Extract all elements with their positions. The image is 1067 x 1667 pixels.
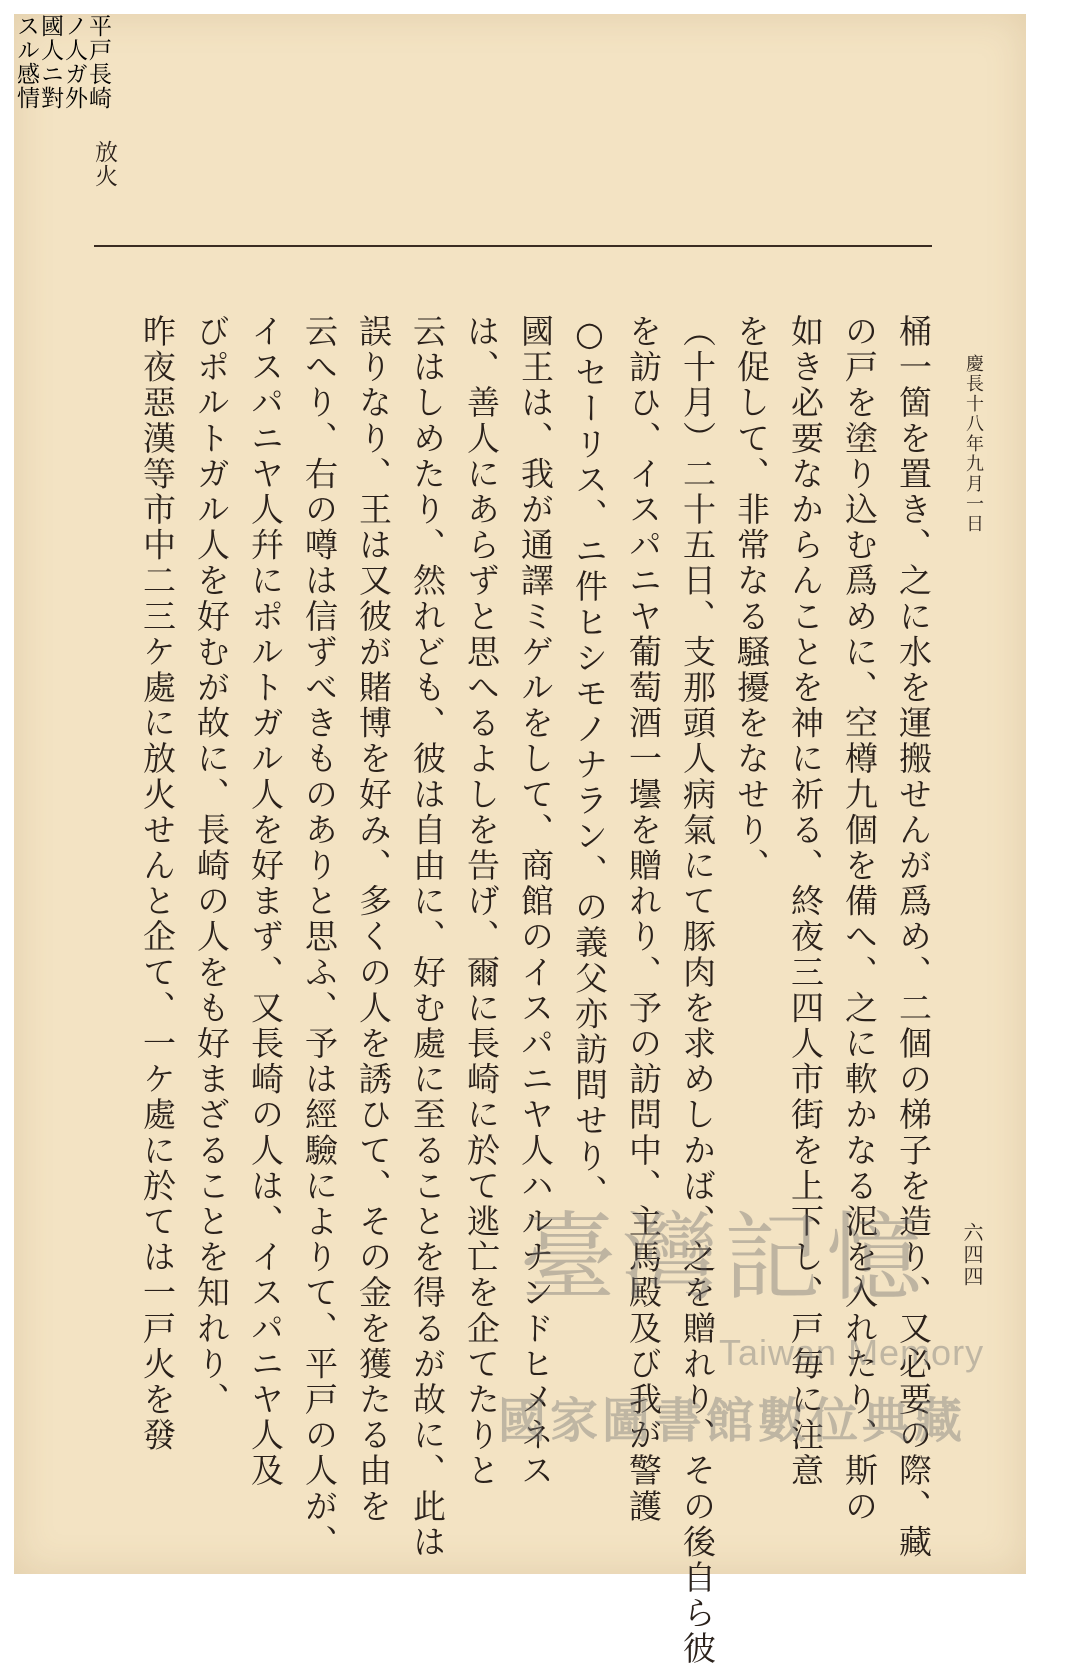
margin-note-line: スル感情: [13, 14, 39, 110]
text-column: 昨夜惡漢等市中二三ケ處に放火せんと企て、一ケ處に於ては一戸火を發: [138, 314, 177, 1454]
watermark-script: 臺灣記憶: [520, 1202, 928, 1314]
text-column: 桶一箇を置き、之に水を運搬せんが爲め、二個の梯子を造り、又必要の際、藏: [894, 314, 933, 1560]
text-column: を促して、非常なる騒擾をなせり、: [732, 314, 771, 884]
text-column: を訪ひ、イスパニヤ葡萄酒一壜を贈れり、予の訪問中、主馬殿及び我が警護: [624, 314, 663, 1525]
text-column: 國王は、我が通譯ミゲルをして、商館のイスパニヤ人ハルナンドヒメネス: [516, 314, 555, 1489]
text-column: の戸を塗り込む爲めに、空樽九個を備へ、之に軟かなる泥を入れたり、斯の: [840, 314, 879, 1525]
text-column: ○セーリス、ニ件ヒシモノナラン、の義父亦訪問せり、: [570, 314, 609, 1210]
margin-note-line: ノ人ガ外: [61, 14, 87, 110]
text-column: イスパニヤ人幷にポルトガル人を好まず、又長崎の人は、イスパニヤ人及: [246, 314, 285, 1489]
document-page: [13, 14, 1026, 1667]
text-column: 云へり、右の噂は信ずべきものありと思ふ、予は經驗によりて、平戸の人が、: [300, 314, 339, 1560]
margin-divider-rule: [94, 245, 932, 247]
page-number: 六四四: [960, 1222, 984, 1288]
text-column: 如き必要なからんことを神に祈る、終夜三四人市街を上下し、戸毎に注意: [786, 314, 825, 1489]
text-column: 誤りなり、王は又彼が賭博を好み、多くの人を誘ひて、その金を獲たる由を: [354, 314, 393, 1525]
margin-note-line: 國人ニ對: [37, 14, 63, 110]
watermark-chinese: 國家圖書館數位典藏: [498, 1395, 967, 1448]
margin-note-hirado: [14, 14, 110, 110]
margin-note-line: 平戸長崎: [85, 14, 111, 110]
text-column: （十月）二十五日、支那頭人病氣にて豚肉を求めしかば、之を贈れり、その後自ら彼: [678, 314, 717, 1667]
margin-note-fire: 放火: [91, 140, 117, 188]
text-column: びポルトガル人を好むが故に、長崎の人をも好まざることを知れり、: [192, 314, 231, 1418]
watermark-english: Taiwan Memory: [719, 1332, 985, 1373]
running-header: 慶長十八年九月一日: [963, 354, 984, 534]
watermark: [484, 1182, 1004, 1452]
text-column: 云はしめたり、然れども、彼は自由に、好む處に至ることを得るが故に、此は: [408, 314, 447, 1560]
text-column: は、善人にあらずと思へるよしを告げ、爾に長崎に於て逃亡を企てたりと: [462, 314, 501, 1489]
